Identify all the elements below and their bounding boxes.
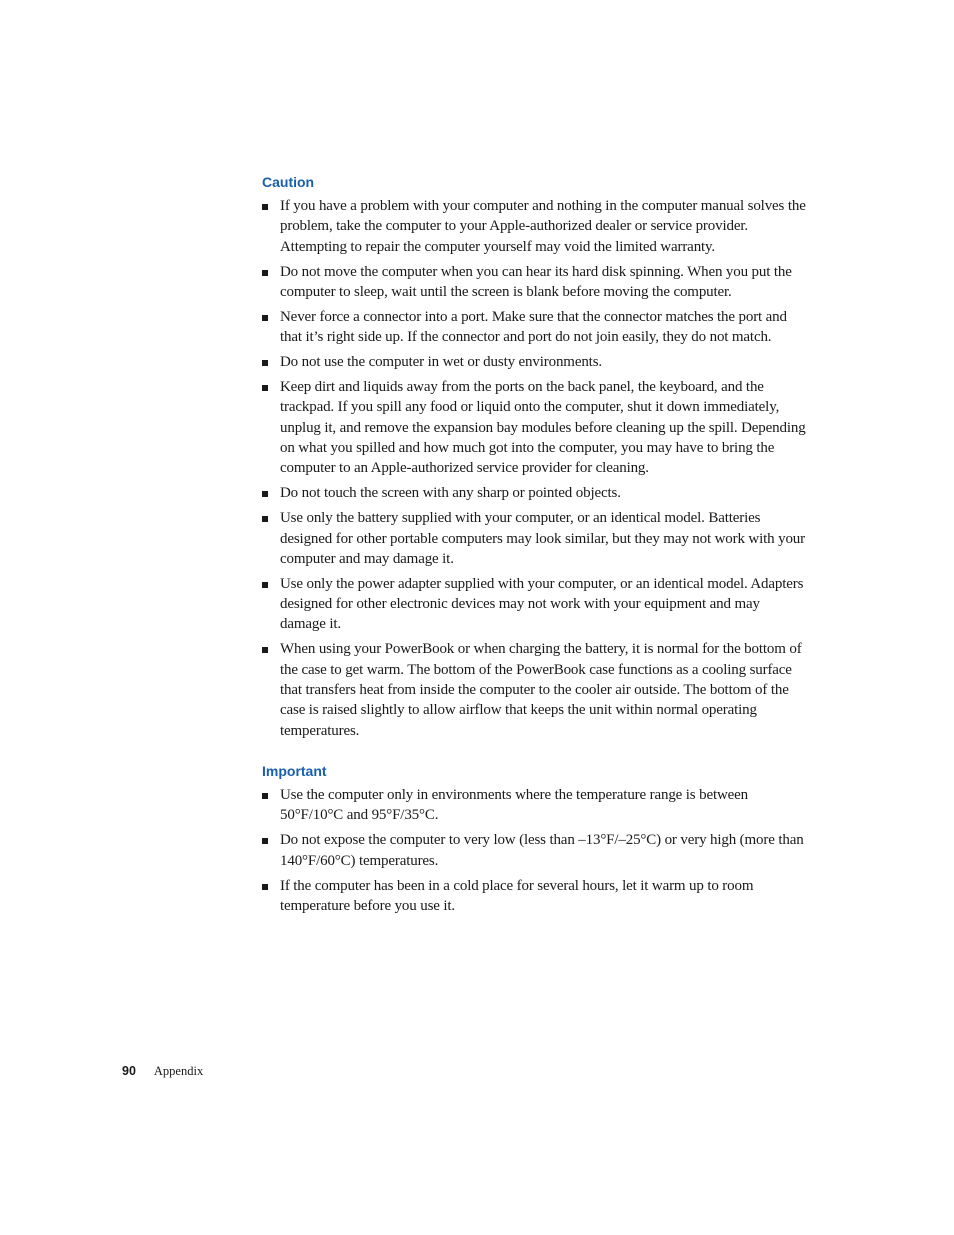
list-item — [262, 639, 807, 740]
square-bullet-icon — [262, 582, 268, 588]
section-label: Appendix — [153, 1064, 204, 1078]
page-number: 90 — [122, 1064, 136, 1078]
square-bullet-icon — [262, 315, 268, 321]
list-item — [262, 196, 807, 257]
list-item — [262, 377, 807, 478]
list-item-text: Use only the power adapter supplied with your computer, or an identical model. Adapters designed for other electronic devices may not work with your equipment and may damage it. — [280, 575, 804, 633]
caution-list — [262, 196, 807, 746]
list-item-text: If you have a problem with your computer and nothing in the computer manual solves the problem, take the computer to your Apple-authorized dealer or service provider. Attempting to repair the computer yourself may void the limited warranty. — [280, 198, 806, 255]
list-item-text: Use the computer only in environments where the temperature range is between 50°F/10°C and 95°F/35°C. — [280, 787, 749, 824]
list-item-text: Do not move the computer when you can hear its hard disk spinning. When you put the computer to sleep, wait until the screen is blank before moving the computer. — [280, 263, 792, 300]
list-item — [262, 262, 807, 303]
list-item-text: Do not expose the computer to very low (less than –13°F/–25°C) or very high (more than 140°F/60°C) temperatures. — [280, 832, 804, 869]
list-item — [262, 785, 807, 826]
square-bullet-icon — [262, 491, 268, 497]
list-item — [262, 307, 807, 348]
square-bullet-icon — [262, 270, 268, 276]
list-item — [262, 483, 807, 503]
list-item — [262, 574, 807, 635]
list-item — [262, 508, 807, 569]
square-bullet-icon — [262, 360, 268, 366]
list-item-text: If the computer has been in a cold place for several hours, let it warm up to room temperature before you use it. — [280, 877, 754, 914]
list-item — [262, 830, 807, 871]
important-list — [262, 785, 807, 921]
square-bullet-icon — [262, 385, 268, 391]
square-bullet-icon — [262, 884, 268, 890]
important-heading: Important — [262, 763, 327, 779]
list-item-text: Do not use the computer in wet or dusty environments. — [280, 354, 602, 371]
square-bullet-icon — [262, 793, 268, 799]
page-footer — [122, 1064, 203, 1079]
list-item-text: Never force a connector into a port. Make sure that the connector matches the port and that it’s right side up. If the connector and port do not join easily, they do not match. — [280, 308, 787, 346]
square-bullet-icon — [262, 516, 268, 522]
square-bullet-icon — [262, 204, 268, 210]
list-item-text: Use only the battery supplied with your computer, or an identical model. Batteries designed for other portable computers may look similar, but they may not work with your computer and may damage it. — [280, 510, 805, 567]
square-bullet-icon — [262, 647, 268, 653]
list-item-text: Do not touch the screen with any sharp or pointed objects. — [280, 485, 621, 502]
list-item — [262, 876, 807, 917]
list-item-text: When using your PowerBook or when charging the battery, it is normal for the bottom of the case to get warm. The bottom of the PowerBook case functions as a cooling surface that transfers heat from inside the computer to the cooler air outside. The bottom of the case is raised slightly to allow airflow that keeps the unit within normal operating temperatures. — [280, 641, 802, 739]
square-bullet-icon — [262, 838, 268, 844]
list-item — [262, 352, 807, 372]
list-item-text: Keep dirt and liquids away from the ports on the back panel, the keyboard, and the trackpad. If you spill any food or liquid onto the computer, shut it down immediately, unplug it, and remove the expansion bay modules before cleaning up the spill. Depending on what you spilled and how much got into the computer, you may have to bring the computer to an Apple-authorized service provider for cleaning. — [280, 379, 806, 477]
caution-heading: Caution — [262, 174, 315, 190]
